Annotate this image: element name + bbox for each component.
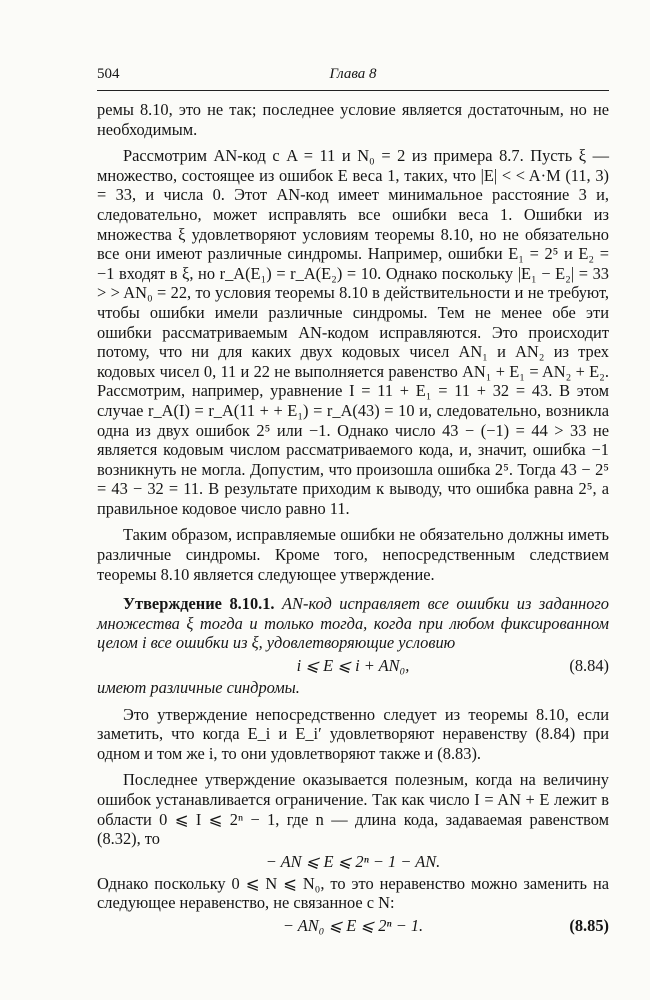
paragraph-example: Рассмотрим AN-код с A = 11 и N₀ = 2 из примера 8.7. Пусть ξ — множество, состоящее из ошибок E веса 1, таких, что |E| < < A·M (11, 3) = 33, и числа 0. Этот AN-код имеет минимальное расстояние 3 и, следовательно, может исправлять все ошибки веса 1. Ошибки из множества ξ удовлетворяют условиям теоремы 8.10, но не обязательно все они имеют различные синдромы. Например, ошибки E₁ = 2⁵ и E₂ = −1 входят в ξ, но r_A(E₁) = r_A(E₂) = 10. Однако поскольку |E₁ − E₂| = 33 > > AN₀ = 22, то условия теоремы 8.10 в действительности и не требуют, чтобы ошибки имели различные синдромы. Тем не менее обе эти ошибки рассматриваемым AN-кодом исправляются. Это происходит потому, что ни для каких двух кодовых чисел AN₁ и AN₂ из трех кодовых чисел 0, 11 и 22 не выполняется равенство AN₁ + E₁ = AN₂ + E₂. Рассмотрим, например, уравнение I = 11 + E₁ = 11 + 32 = 43. В этом случае r_A(I) = r_A(11 + + E₁) = r_A(43) = 10 и, следовательно, возникла одна из двух ошибок 2⁵ или −1. Однако число 43 − (−1) = 44 > 33 не является кодовым числом рассматриваемого кода, и, значит, ошибка −1 возникнуть не могла. Допустим, что произошла ошибка 2⁵. Тогда 43 − 2⁵ = 43 − 32 = 11. В результате приходим к выводу, что ошибка равна 2⁵, а правильное кодовое число равно 11. [97, 146, 609, 518]
paragraph-continuation: ремы 8.10, это не так; последнее условие является достаточным, но не необходимым. [97, 100, 609, 139]
formula-8-85-number: (8.85) [569, 915, 609, 935]
header-rule [97, 90, 609, 91]
paragraph-conclusion: Таким образом, исправляемые ошибки не обязательно должны иметь различные синдромы. Кроме того, непосредственным следствием теоремы 8.10 является следующее утверждение. [97, 525, 609, 584]
formula-8-84-expression: i ⩽ E ⩽ i + AN₀, [296, 656, 410, 676]
chapter-title: Глава 8 [329, 66, 377, 82]
paragraph-bound: Последнее утверждение оказывается полезным, когда на величину ошибок устанавливается ограничение. Так как число I = AN + E лежит в области 0 ⩽ I ⩽ 2ⁿ − 1, где n — длина кода, задаваемая равенством (8.32), то [97, 770, 609, 849]
paragraph-replace: Однако поскольку 0 ⩽ N ⩽ N₀, то это неравенство можно заменить на следующее неравенство, не связанное с N: [97, 873, 609, 913]
formula-inequality-expression: − AN ⩽ E ⩽ 2ⁿ − 1 − AN. [265, 851, 441, 871]
formula-8-85-expression: − AN₀ ⩽ E ⩽ 2ⁿ − 1. [282, 915, 424, 935]
page-header [97, 66, 609, 88]
book-page [97, 66, 609, 938]
page-number: 504 [97, 66, 120, 82]
statement-tail: имеют различные синдромы. [97, 678, 300, 698]
statement-head: Утверждение 8.10.1. [123, 594, 275, 614]
formula-8-84 [97, 653, 609, 678]
paragraph-proof: Это утверждение непосредственно следует из теоремы 8.10, если заметить, что когда E_i и E_i′ удовлетворяют неравенству (8.84) при одном и том же i, то они удовлетворяют также и (8.83). [97, 704, 609, 763]
formula-8-84-number: (8.84) [569, 656, 609, 676]
statement [97, 594, 609, 653]
formula-inequality [97, 849, 609, 874]
formula-8-85 [97, 913, 609, 938]
statement-text: AN-код исправляет все ошибки из заданного множества ξ тогда и только тогда, когда при любом фиксированном целом i все ошибки из ξ, удовлетворяющие условию [97, 594, 609, 653]
